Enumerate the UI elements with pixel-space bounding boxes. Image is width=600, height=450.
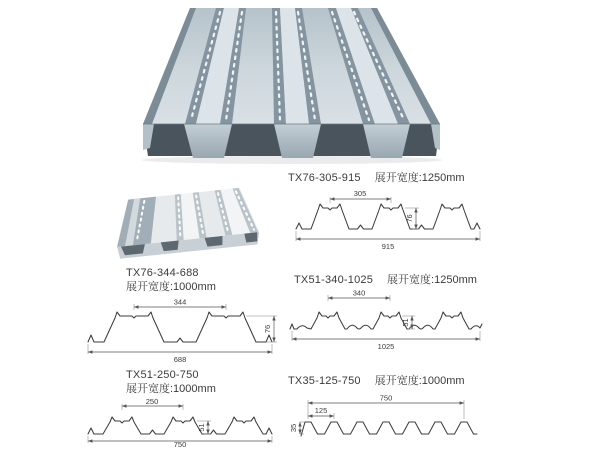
spec-title xyxy=(288,171,488,185)
profile-diagram-tx51-340-1025 xyxy=(284,289,488,351)
spec-title xyxy=(126,266,282,294)
model-label: TX51-250-750 xyxy=(126,369,199,381)
dim-height-label: 51 xyxy=(197,423,206,432)
spec-title xyxy=(288,374,488,388)
dim-pitch-label: 250 xyxy=(145,398,159,406)
model-label: TX51-340-1025 xyxy=(294,274,374,286)
dim-pitch-label: 344 xyxy=(173,297,187,307)
profile-diagram-tx76-305-915 xyxy=(288,187,488,253)
model-label: TX76-305-915 xyxy=(288,172,361,184)
dim-pitch-label: 340 xyxy=(352,289,366,298)
spec-title xyxy=(294,273,488,287)
spec-block-tx51-340-1025 xyxy=(284,273,488,351)
sample-deck-photo xyxy=(103,176,268,267)
spec-block-tx76-305-915 xyxy=(288,171,488,253)
dim-cover-label: 915 xyxy=(381,242,395,251)
main-deck-photo-graphic xyxy=(140,4,460,166)
unfold-width-label: 展开宽度:1250mm xyxy=(387,274,477,286)
dim-height-label: 76 xyxy=(263,324,272,334)
spec-block-tx76-344-688 xyxy=(80,266,282,366)
dim-height-label: 51 xyxy=(401,318,410,327)
spec-title xyxy=(126,368,280,396)
model-label: TX76-344-688 xyxy=(126,267,199,279)
profile-diagram-tx76-344-688 xyxy=(80,296,282,366)
spec-block-tx51-250-750 xyxy=(80,368,280,448)
unfold-width-label: 展开宽度:1000mm xyxy=(126,281,216,293)
profile-diagram-tx35-125-750 xyxy=(288,392,488,446)
model-label: TX35-125-750 xyxy=(288,375,361,387)
dim-cover-label: 1025 xyxy=(377,342,395,351)
dim-cover-label: 750 xyxy=(379,393,393,403)
unfold-width-label: 展开宽度:1250mm xyxy=(374,172,465,184)
main-deck-photo xyxy=(140,4,460,171)
dim-cover-label: 750 xyxy=(173,440,187,448)
unfold-width-label: 展开宽度:1000mm xyxy=(374,375,465,387)
profile-diagram-tx51-250-750 xyxy=(80,398,280,448)
dim-height-label: 35 xyxy=(289,423,298,433)
dim-height-label: 76 xyxy=(405,214,414,223)
spec-block-tx35-125-750 xyxy=(288,374,488,446)
unfold-width-label: 展开宽度:1000mm xyxy=(126,383,216,395)
dim-pitch-label: 305 xyxy=(353,189,367,198)
sample-deck-photo-graphic xyxy=(103,176,268,262)
dim-cover-label: 688 xyxy=(173,355,187,364)
dim-pitch-label: 125 xyxy=(314,406,328,415)
